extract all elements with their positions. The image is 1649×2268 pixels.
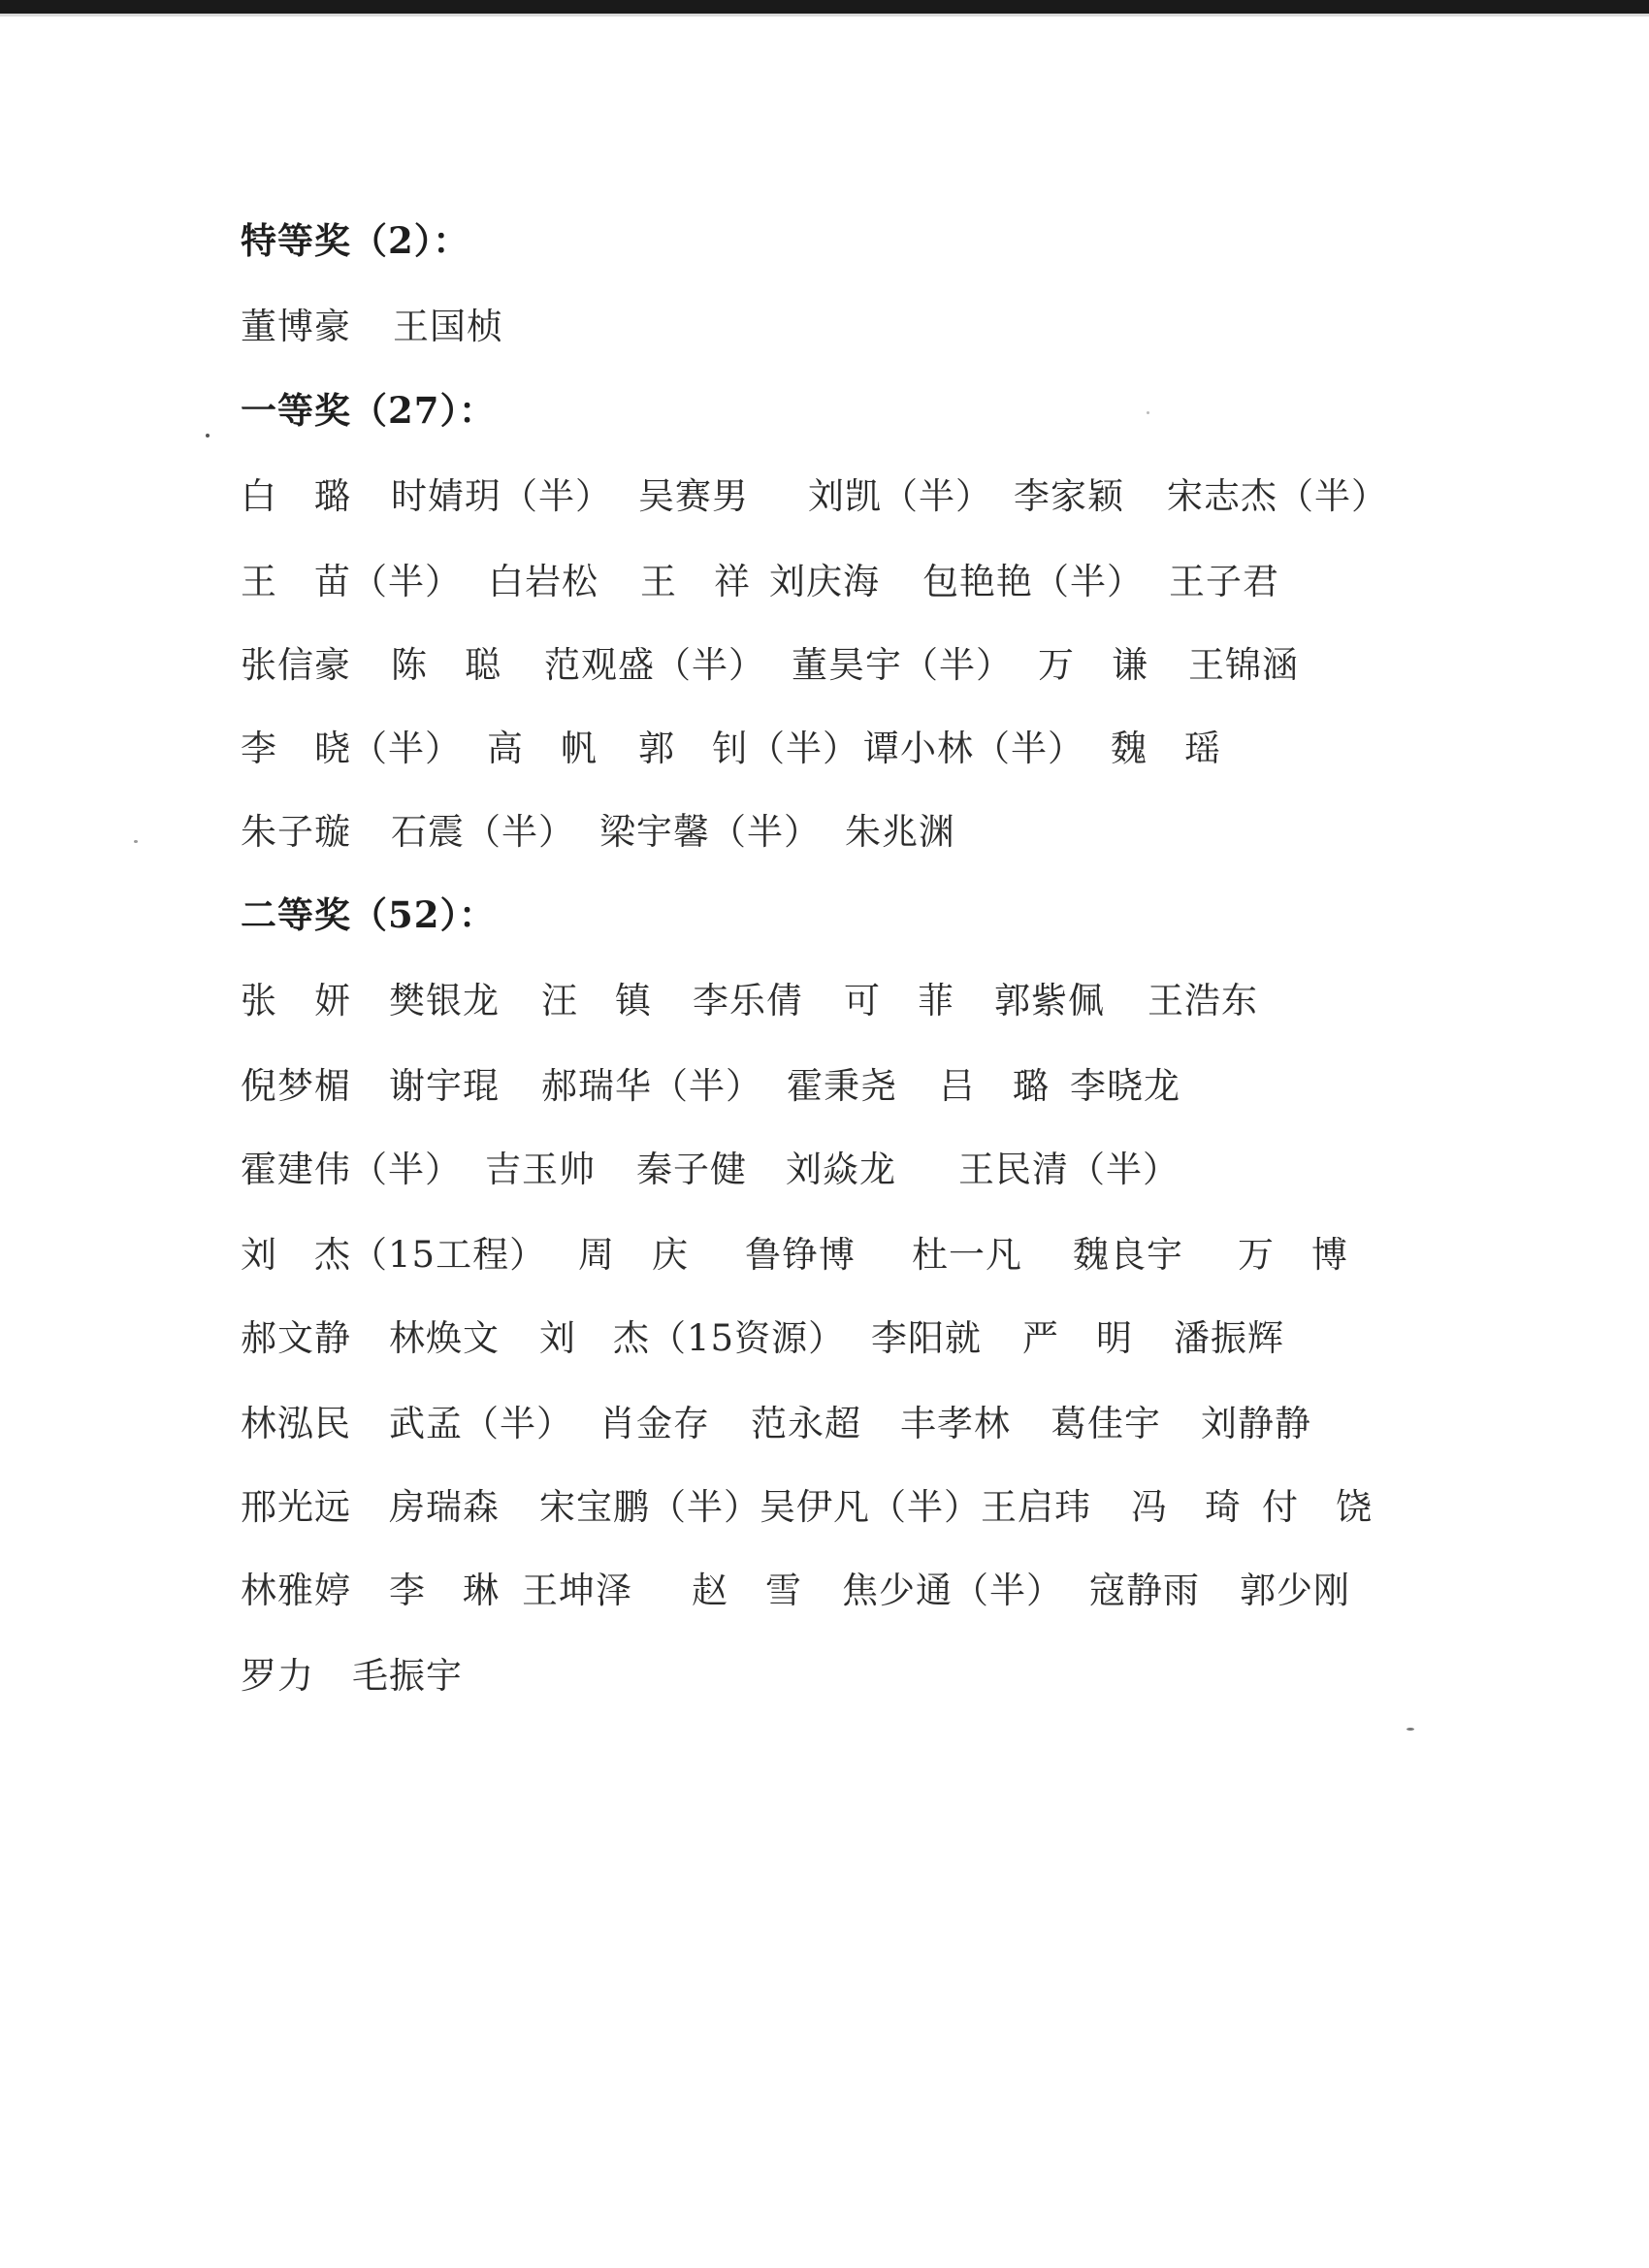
award-name: 王 苗（半） [241,561,462,602]
scan-speck [206,434,210,437]
award-name: 范观盛（半） [544,644,765,686]
second-prize-heading: 二等奖（52）： [241,893,496,936]
award-name: 郭少刚 [1240,1570,1350,1611]
award-name: 万 博 [1238,1234,1348,1276]
award-name: 王锦涵 [1188,644,1299,686]
first-prize-row-5 [241,802,1405,851]
award-name: 鲁铮博 [745,1234,856,1276]
award-name: 房瑞森 [389,1486,500,1528]
award-name: 汪 镇 [541,980,652,1021]
award-name: 王子君 [1169,561,1279,602]
award-name: 冯 琦 [1131,1486,1242,1528]
award-name: 杜一凡 [912,1234,1022,1276]
award-name: 王启玮 [981,1486,1091,1528]
award-name: 万 谦 [1038,644,1148,686]
award-name: 石震（半） [391,811,575,853]
second-prize-row-5 [241,1309,1405,1357]
second-prize-row-6 [241,1394,1405,1442]
award-name: 郝文静 [241,1317,351,1359]
scan-speck [134,840,138,843]
award-name: 周 庆 [578,1234,689,1276]
award-name: 吉玉帅 [485,1149,596,1190]
award-name: 包艳艳（半） [922,561,1144,602]
award-name: 王 祥 [640,561,751,602]
award-name: 可 菲 [844,980,954,1021]
first-prize-row-2 [241,552,1405,600]
first-prize-row-1 [241,467,1405,515]
award-name: 朱子璇 [241,811,351,853]
award-name: 高 帆 [487,728,598,769]
special-prize-heading: 特等奖（2）： [241,219,470,262]
award-name: 吴赛男 [638,475,749,517]
award-name: 付 饶 [1262,1486,1373,1528]
award-name: 倪梦楣 [241,1065,351,1107]
award-name: 谢宇琨 [389,1065,500,1107]
award-name: 陈 聪 [391,644,501,686]
award-name: 秦子健 [636,1149,747,1190]
award-name: 严 明 [1022,1317,1133,1359]
award-name: 谭小林（半） [863,728,1084,769]
award-name: 李家颖 [1014,475,1124,517]
award-name: 毛振宇 [352,1655,463,1697]
award-name: 范永超 [751,1403,861,1444]
award-name: 刘庆海 [769,561,880,602]
second-prize-row-3 [241,1140,1405,1188]
award-name: 刘 杰（15资源） [539,1317,846,1359]
second-prize-row-7 [241,1477,1405,1526]
second-prize-row-4 [241,1225,1405,1274]
award-name: 樊银龙 [389,980,500,1021]
award-name: 邢光远 [241,1486,351,1528]
award-name: 白岩松 [488,561,598,602]
award-name: 李 晓（半） [241,728,462,769]
award-name: 郝瑞华（半） [541,1065,762,1107]
second-prize-row-9 [241,1646,1405,1695]
award-name: 焦少通（半） [842,1570,1063,1611]
award-name: 时婧玥（半） [391,475,612,517]
award-name: 董昊宇（半） [792,644,1013,686]
award-name: 林雅婷 [241,1570,351,1611]
second-prize-row-1 [241,971,1405,1020]
award-name: 刘凯（半） [808,475,992,517]
award-name: 肖金存 [599,1403,710,1444]
award-name: 张信豪 [241,644,351,686]
award-name: 林泓民 [241,1403,351,1444]
award-name: 丰孝林 [900,1403,1011,1444]
award-name: 魏 瑶 [1111,728,1221,769]
award-name: 董博豪 [241,306,351,347]
award-name: 霍建伟（半） [241,1149,462,1190]
award-name: 张 妍 [241,980,351,1021]
award-name: 寇静雨 [1089,1570,1200,1611]
award-name: 魏良宇 [1073,1234,1183,1276]
second-prize-row-2 [241,1056,1405,1105]
second-prize-row-8 [241,1561,1405,1609]
award-name: 李阳就 [871,1317,982,1359]
award-name: 宋志杰（半） [1167,475,1388,517]
special-prize-row-1 [241,297,1405,345]
award-name: 李 琳 [389,1570,500,1611]
scan-speck [1147,411,1149,414]
award-name: 刘静静 [1201,1403,1311,1444]
award-name: 李晓龙 [1070,1065,1180,1107]
award-name: 霍秉尧 [787,1065,897,1107]
award-name: 林焕文 [389,1317,500,1359]
award-name: 李乐倩 [693,980,803,1021]
award-name: 王浩东 [1148,980,1258,1021]
award-name: 郭 钊（半） [638,728,859,769]
award-name: 吕 璐 [939,1065,1050,1107]
award-name: 葛佳宇 [1051,1403,1161,1444]
award-name: 刘 杰（15工程） [241,1234,547,1276]
award-name: 王民清（半） [958,1149,1180,1190]
award-name: 郭紫佩 [994,980,1105,1021]
award-name: 白 璐 [241,475,351,517]
award-name: 潘振辉 [1174,1317,1284,1359]
award-name: 梁宇馨（半） [599,811,821,853]
first-prize-row-4 [241,719,1405,767]
award-name: 朱兆渊 [845,811,955,853]
award-name: 刘焱龙 [786,1149,896,1190]
award-name: 武孟（半） [389,1403,573,1444]
first-prize-heading: 一等奖（27）： [241,389,496,432]
award-name: 吴伊凡（半） [760,1486,981,1528]
award-name: 罗力 [241,1655,314,1697]
award-name: 赵 雪 [692,1570,802,1611]
award-name: 王国桢 [393,306,503,347]
scan-speck [1406,1728,1414,1731]
first-prize-row-3 [241,635,1405,684]
award-name: 王坤泽 [522,1570,632,1611]
award-name: 宋宝鹏（半） [539,1486,760,1528]
